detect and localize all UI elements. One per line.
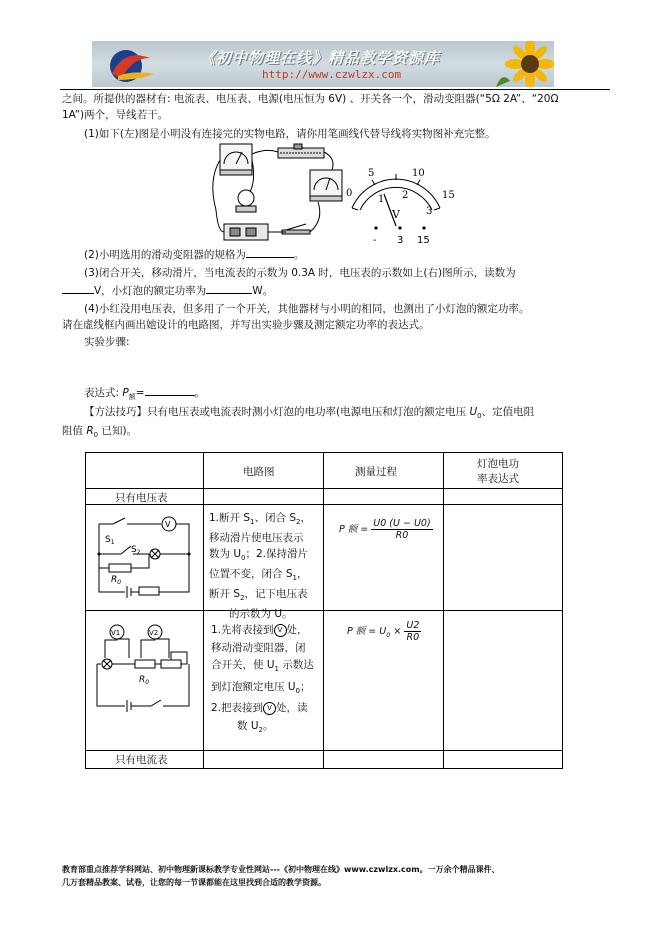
row-label-voltmeter: 只有电压表 — [115, 492, 168, 504]
v1-meter-icon: V — [274, 624, 287, 637]
answer-blank-expression[interactable] — [145, 395, 195, 396]
terminal-neg: - — [373, 235, 377, 246]
r2-v1-label: V1 — [111, 629, 121, 637]
footer — [62, 863, 622, 889]
r1-formula: P 额 = $\frac{U0 (U - U0)}{R0}$ — [339, 518, 431, 541]
r2-v2-label: V2 — [149, 629, 159, 637]
scale-tick-0: 0 — [346, 188, 353, 199]
footer-line-1: 教育部重点推荐学科网站、初中物理新课标教学专业性网站---《初中物理在线》www.czwlzx.com。一万余个精品课件、 — [62, 865, 500, 874]
row-label-ammeter: 只有电流表 — [115, 754, 168, 766]
banner-url[interactable]: http://www.czwlzx.com — [262, 68, 402, 81]
tip-text-2a: 阻值 — [62, 425, 87, 437]
scale-tick-5: 5 — [368, 168, 375, 179]
method-table — [85, 452, 563, 768]
r1-r0-label: $R_0$ — [111, 575, 122, 586]
expression-prefix: 表达式: — [84, 387, 123, 399]
scale-inner-tick-3: 3 — [426, 206, 433, 217]
scale-tick-10: 10 — [412, 168, 425, 179]
expression-sub: 额 — [128, 393, 136, 402]
tip-sub-r: 0 — [93, 431, 99, 440]
r1-s2-label: $S_2$ — [131, 545, 141, 556]
tip-var-r: R — [86, 425, 94, 437]
answer-blank-power[interactable] — [206, 293, 252, 294]
tip-text-1-end: 、定值电阻 — [481, 406, 535, 418]
header-banner — [92, 41, 554, 87]
expression-end: 。 — [194, 387, 206, 399]
answer-blank-rheostat[interactable] — [246, 257, 294, 258]
answer-blank-voltage[interactable] — [62, 293, 94, 294]
expression-var: P — [122, 387, 129, 399]
scale-inner-tick-1: 1 — [378, 194, 385, 205]
method-tip-line-1 — [84, 405, 534, 423]
terminal-15: 15 — [417, 235, 430, 246]
question-1: (1)如下(左)图是小明没有连接完的实物电路，请你用笔画线代替导线将实物图补充完整。 — [84, 128, 496, 140]
question-2 — [84, 248, 304, 262]
tip-text-1: 【方法技巧】只有电压表或电流表时测小灯泡的电功率(电源电压和灯泡的额定电压 — [84, 406, 470, 418]
sunflower-icon — [492, 41, 554, 87]
banner-title: 《初中物理在线》精品教学资源库 — [200, 49, 441, 67]
header-rule — [60, 89, 610, 90]
tip-sub: 0 — [477, 412, 482, 421]
v2-meter-icon: V — [263, 702, 276, 715]
circuit-diagram-voltmeter-2 — [91, 622, 197, 716]
tip-var: U — [469, 406, 478, 418]
question-3-end: W。 — [252, 285, 274, 297]
scale-inner-tick-2: 2 — [402, 190, 409, 201]
question-3-line-2 — [62, 284, 273, 298]
header-process: 测量过程 — [355, 466, 397, 478]
question-3-line-1: (3)闭合开关，移动滑片，当电流表的示数为 0.3A 时，电压表的示数如上(右)图所示，读数为 — [84, 267, 516, 279]
r2-r0-label: $R_0$ — [139, 675, 150, 686]
scale-tick-15: 15 — [442, 190, 455, 201]
intro-line-2: 1A”)两个，导线若干。 — [62, 109, 169, 121]
question-2-prefix: (2)小明选用的滑动变阻器的规格为 — [84, 249, 246, 261]
question-2-suffix: 。 — [293, 249, 305, 261]
tip-text-2-end: 已知)。 — [98, 425, 138, 437]
r2-process: 1.先将表接到 V 处， 移动滑动变阻器，闭 合开关，使 $U_1$ 示数达 到灯泡额定电压 $U_0$； 2.把表接到 V 处，读 数 $U_2$。 — [211, 624, 314, 734]
expression-line — [84, 386, 205, 404]
meter-unit-label: V — [392, 208, 400, 221]
intro-line-1: 之间。所提供的器材有: 电流表、电压表、电源(电压恒为 6V) 、开关各一个，滑动变阻器(“5Ω 2A”、“20Ω — [62, 93, 559, 105]
r1-s1-label: $S_1$ — [105, 535, 115, 546]
r1-process: 1.断开 $S_1$、闭合 $S_2$， 移动滑片使电压表示 数为 $U_0$；2.保持滑片 位置不变，闭合 $S_1$， 断开 $S_2$，记下电压表 的示数为 U。 — [209, 512, 311, 621]
r2-formula: P 额 = $U_0$ × $\frac{U2}{R0}$ — [347, 620, 420, 643]
r1-meter-label: V — [165, 520, 171, 529]
terminal-3: 3 — [397, 235, 404, 246]
header-expression-1: 灯泡电功 — [477, 458, 519, 470]
physical-circuit-figure — [206, 140, 346, 246]
question-4-line-2: 请在虚线框内画出她设计的电路图，并写出实验步骤及测定额定功率的表达式。 — [62, 319, 430, 331]
header-circuit: 电路图 — [243, 466, 275, 478]
voltmeter-dial-figure — [336, 164, 460, 246]
question-3-mid: V，小灯泡的额定功率为 — [94, 285, 207, 297]
method-tip-line-2 — [62, 424, 137, 442]
question-4-line-1: (4)小红没用电压表，但多用了一个开关，其他器材与小明的相同，也测出了小灯泡的额定功率。 — [84, 303, 530, 315]
header-expression-2: 率表达式 — [477, 473, 519, 485]
expression-eq: = — [135, 387, 145, 399]
circuit-diagram-voltmeter-1 — [91, 514, 197, 598]
steps-label: 实验步骤: — [84, 336, 130, 348]
footer-line-2: 几万套精品教案、试卷，让您的每一节课都能在这里找到合适的教学资源。 — [62, 878, 326, 887]
logo-icon — [104, 44, 160, 84]
